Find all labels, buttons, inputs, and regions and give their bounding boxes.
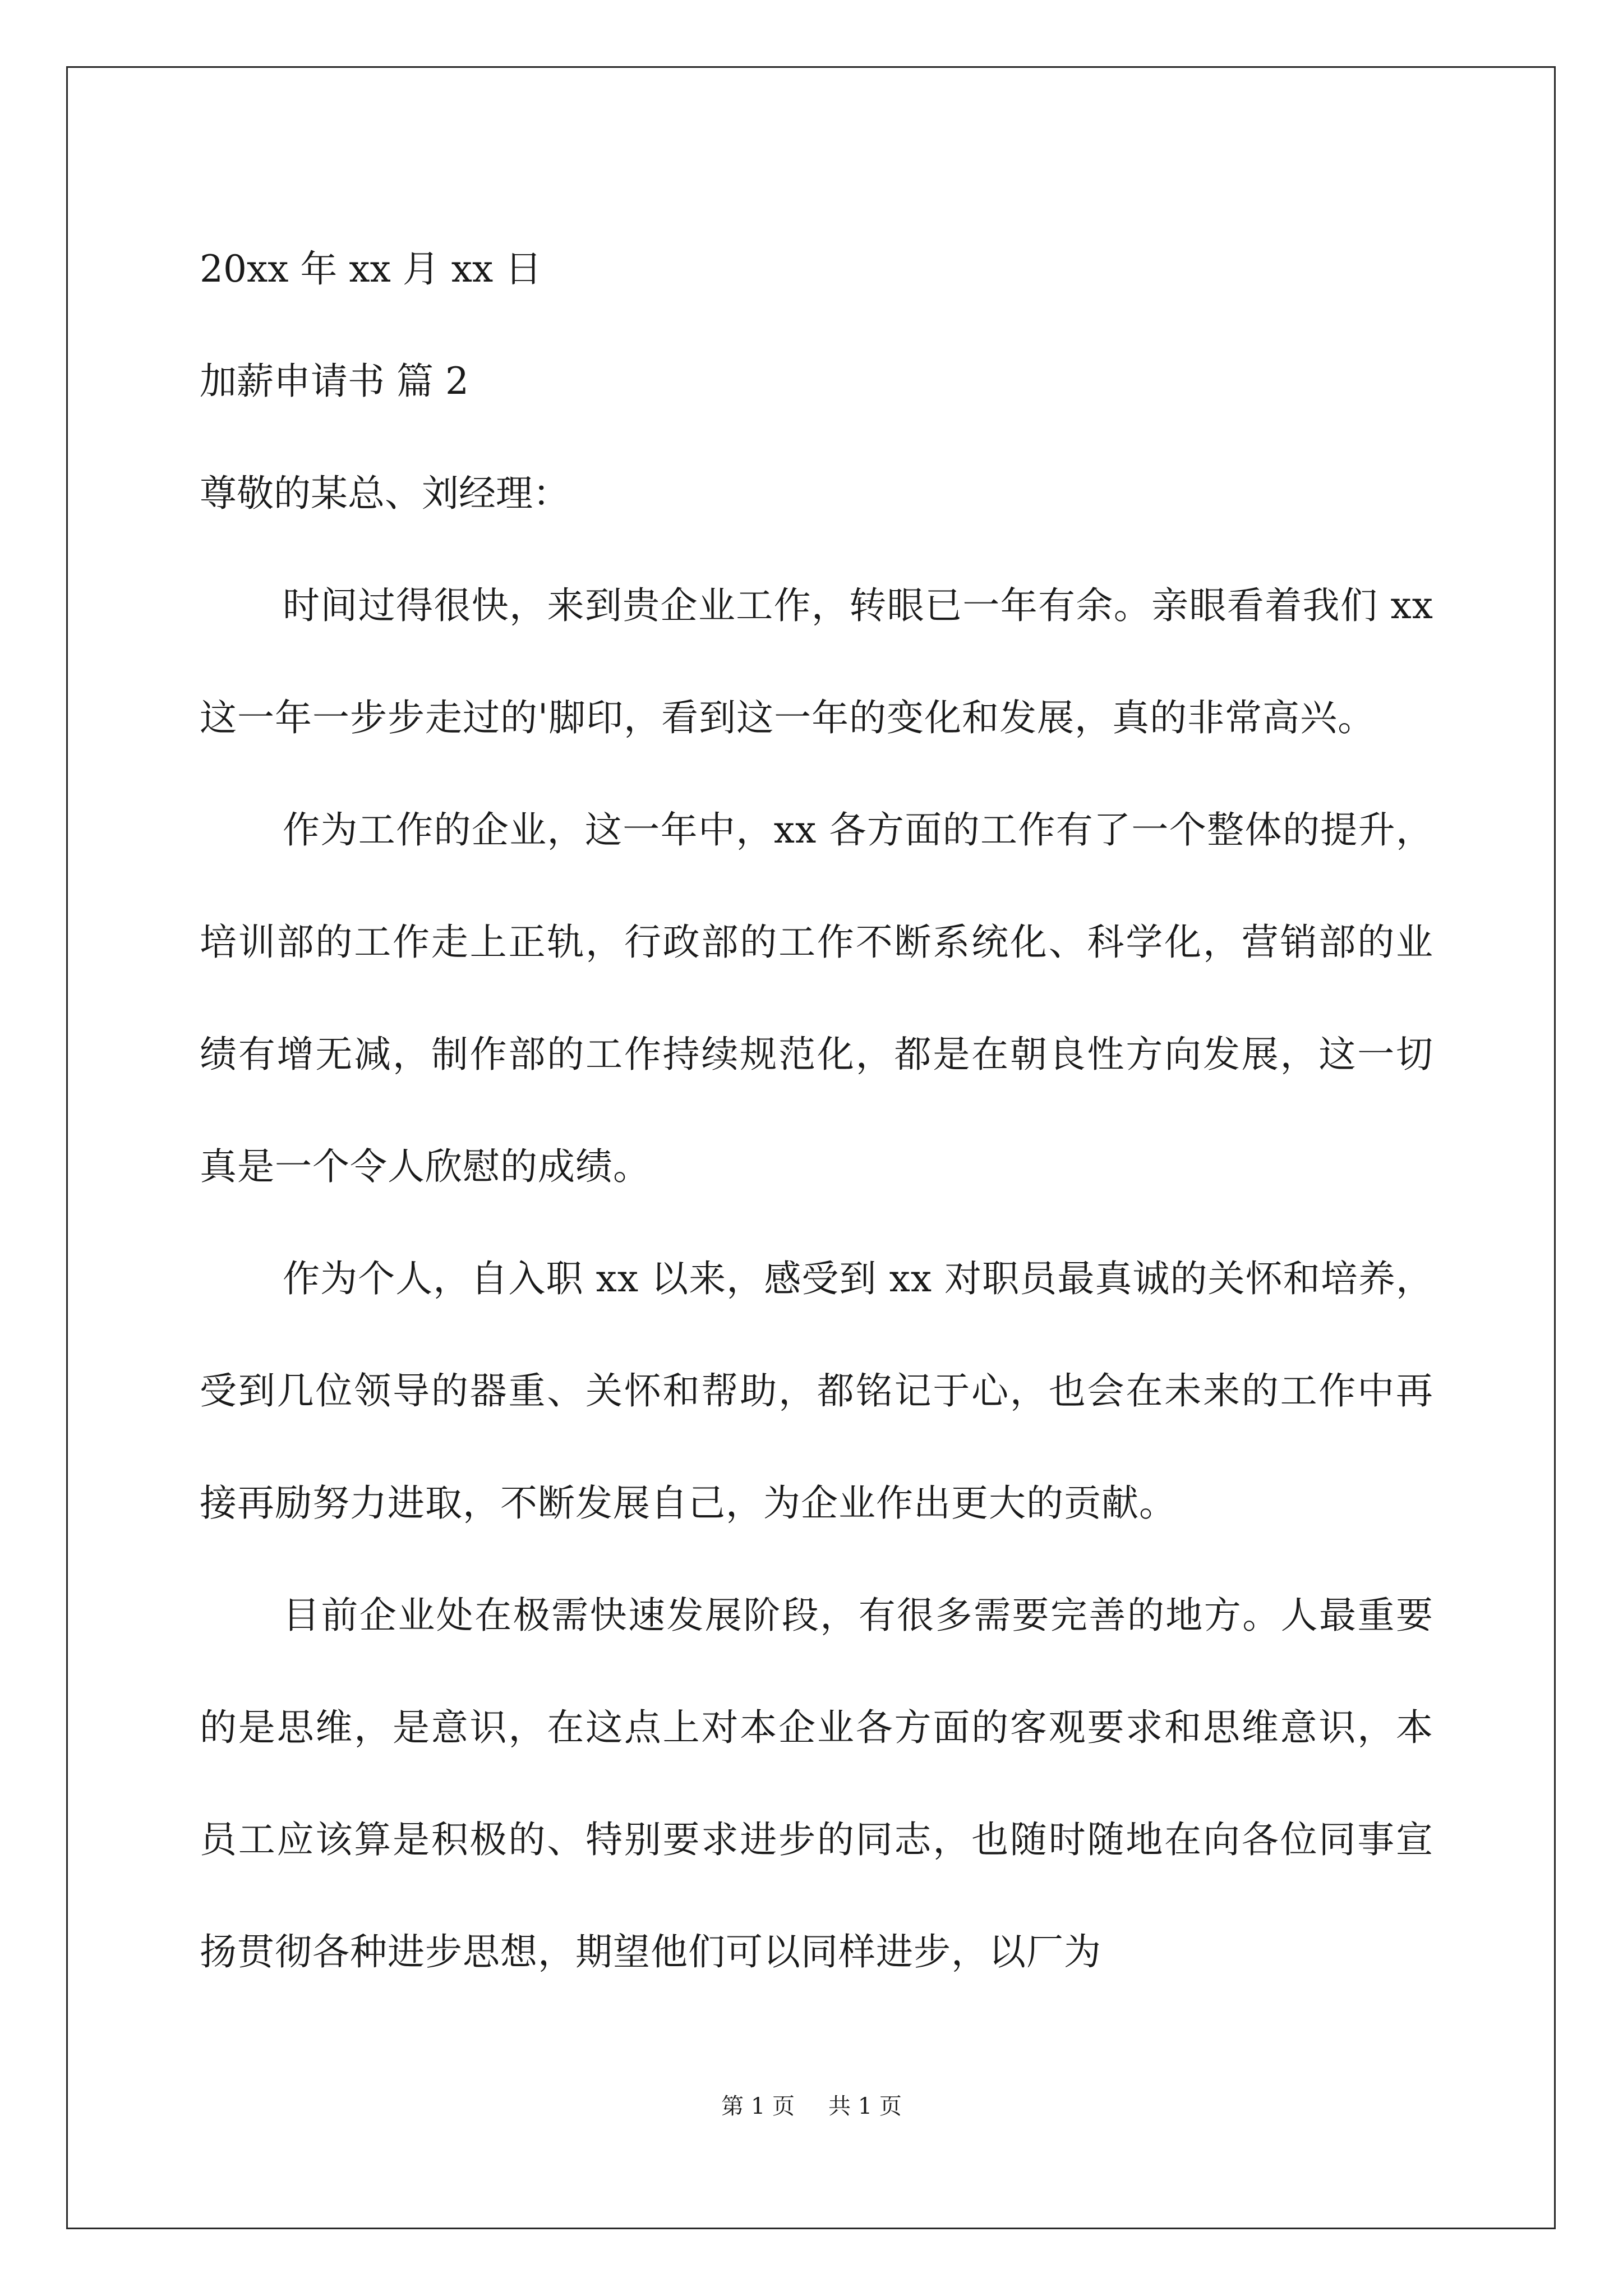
page-number: 第 1 页 — [721, 2093, 795, 2119]
page-footer — [0, 2090, 1623, 2123]
document-body — [200, 213, 1433, 2008]
paragraph: 时间过得很快，来到贵企业工作，转眼已一年有余。亲眼看着我们 xx 这一年一步步走过的'脚印，看到这一年的变化和发展，真的非常高兴。 — [200, 584, 1433, 739]
salutation: 尊敬的某总、刘经理： — [200, 472, 570, 515]
document-title: 加薪申请书 篇 2 — [200, 360, 469, 403]
paragraph: 作为工作的企业，这一年中，xx 各方面的工作有了一个整体的提升，培训部的工作走上正轨，行政部的工作不断系统化、科学化，营销部的业绩有增无减，制作部的工作持续规范化，都是在朝良性方向发展，这一切真是一个令人欣慰的成绩。 — [200, 808, 1433, 1188]
paragraph: 目前企业处在极需快速发展阶段，有很多需要完善的地方。人最重要的是思维，是意识，在这点上对本企业各方面的客观要求和思维意识，本员工应该算是积极的、特别要求进步的同志，也随时随地在向各位同事宣扬贯彻各种进步思想，期望他们可以同样进步，以厂为 — [200, 1594, 1433, 1973]
page-total: 共 1 页 — [828, 2093, 902, 2119]
paragraph: 作为个人，自入职 xx 以来，感受到 xx 对职员最真诚的关怀和培养，受到几位领导的器重、关怀和帮助，都铭记于心，也会在未来的工作中再接再励努力进取，不断发展自己，为企业作出更大的贡献。 — [200, 1257, 1433, 1525]
date-line: 20xx 年 xx 月 xx 日 — [200, 247, 542, 291]
